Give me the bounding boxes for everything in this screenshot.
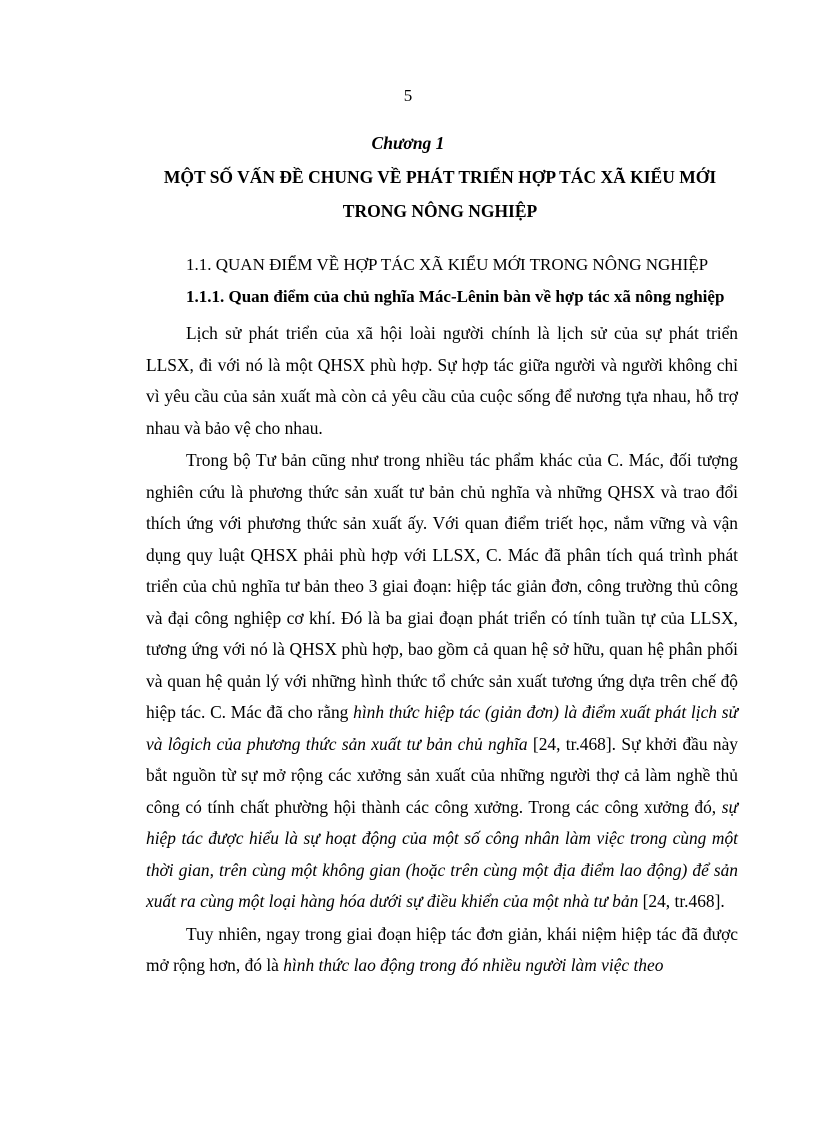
body-text <box>146 318 738 982</box>
chapter-title-line-1: MỘT SỐ VẤN ĐỀ CHUNG VỀ PHÁT TRIỂN HỢP TÁC XÃ KIỂU MỚI <box>163 167 717 187</box>
paragraph-2-italic-quote-1: hình thức hiệp tác (giản đơn) là điểm xuất phát lịch sử và lôgich của phương thức sản xuất tư bản chủ nghĩa <box>146 702 738 754</box>
chapter-title <box>140 160 740 228</box>
subsection-heading: 1.1.1. Quan điểm của chủ nghĩa Mác-Lênin bàn về hợp tác xã nông nghiệp <box>186 287 725 306</box>
chapter-title-line-2: TRONG NÔNG NGHIỆP <box>342 201 538 221</box>
section-heading: 1.1. QUAN ĐIỂM VỀ HỢP TÁC XÃ KIỂU MỚI TRONG NÔNG NGHIỆP <box>186 255 709 274</box>
paragraph-2-text-a: Trong bộ Tư bản cũng như trong nhiều tác phẩm khác của C. Mác, đối tượng nghiên cứu là phương thức sản xuất tư bản chủ nghĩa và những QHSX và trao đổi thích ứng với phương thức sản xuất ấy. Với quan điểm triết học, nắm vững và vận dụng quy luật QHSX phải phù hợp với LLSX, C. Mác đã phân tích quá trình phát triển của chủ nghĩa tư bản theo 3 giai đoạn: hiệp tác giản đơn, công trường thủ công và đại công nghiệp cơ khí. Đó là ba giai đoạn phát triển có tính tuần tự của LLSX, tương ứng với nó là QHSX phù hợp, bao gồm cả quan hệ sở hữu, quan hệ phân phối và quan hệ quản lý với những hình thức tổ chức sản xuất tương ứng dựa trên chế độ hiệp tác. C. Mác đã cho rằng <box>146 450 738 722</box>
chapter-label: Chương 1 <box>371 133 445 153</box>
paragraph-2 <box>146 445 738 918</box>
paragraph-3-italic-quote: hình thức lao động trong đó nhiều người làm việc theo <box>283 955 664 975</box>
paragraph-3-text-a: Tuy nhiên, ngay trong giai đoạn hiệp tác đơn giản, khái niệm hiệp tác đã được mở rộng hơn, đó là <box>146 923 738 975</box>
paragraph-2-text-e: [24, tr.468]. <box>638 891 725 911</box>
page-number: 5 <box>403 86 413 105</box>
paragraph-2-italic-quote-2: sự hiệp tác được hiểu là sự hoạt động của một số công nhân làm việc trong cùng một thời gian, trên cùng một không gian (hoặc trên cùng một địa điểm lao động) để sản xuất ra cùng một loại hàng hóa dưới sự điều khiển của một nhà tư bản <box>146 796 738 911</box>
paragraph-1: Lịch sử phát triển của xã hội loài người chính là lịch sử của sự phát triển LLSX, đi với nó là một QHSX phù hợp. Sự hợp tác giữa người và người không chỉ vì yêu cầu của sản xuất mà còn cả yêu cầu của cuộc sống để nương tựa nhau, hỗ trợ nhau và bảo vệ cho nhau. <box>146 323 738 438</box>
paragraph-3 <box>146 919 738 982</box>
paragraph-2-text-c: [24, tr.468]. Sự khởi đầu này bắt nguồn từ sự mở rộng các xưởng sản xuất của những người thợ cả làm nghề thủ công có tính chất phường hội thành các công xưởng. Trong các công xưởng đó, <box>146 733 738 817</box>
